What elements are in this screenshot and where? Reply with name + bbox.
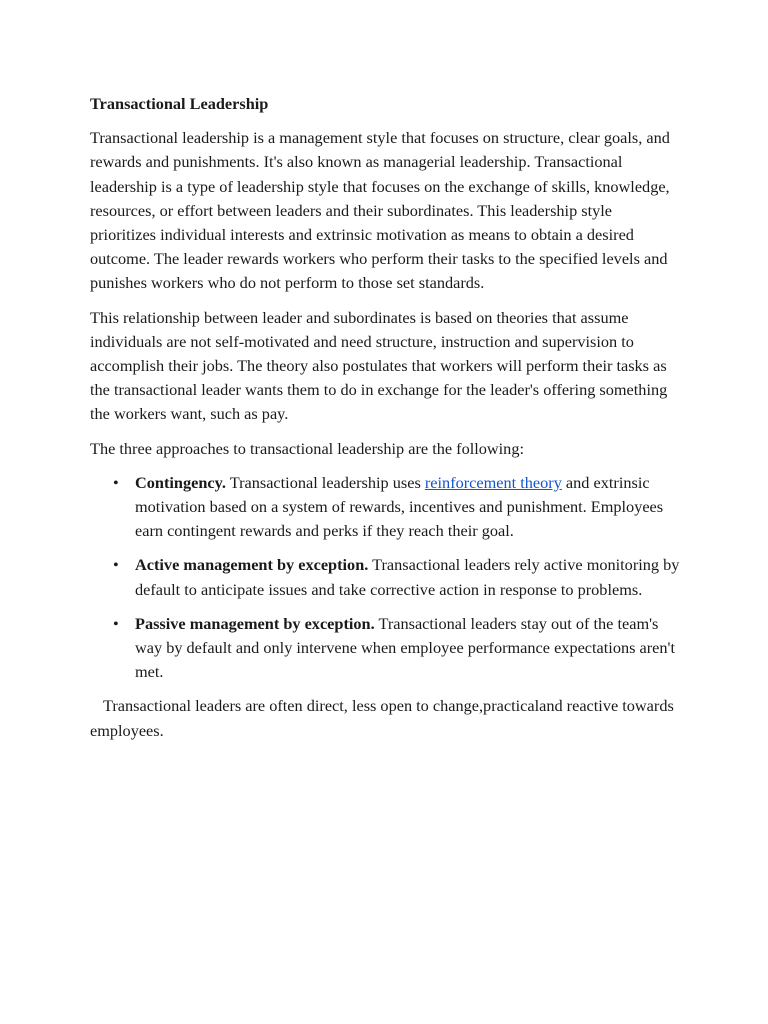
- list-item-contingency: [113, 471, 682, 544]
- list-item-text: and extrinsic motivation based on a system of rewards, incentives and punishment. Employees earn contingent rewards and perks if they reach their goal.: [135, 472, 664, 541]
- document-title: Transactional Leadership: [90, 94, 269, 113]
- list-item-term: Passive management by exception.: [135, 613, 375, 633]
- list-item-passive-management: [113, 612, 682, 685]
- paragraph-relationship: This relationship between leader and subordinates is based on theories that assume individuals are not self-motivated and need structure, instruction and supervision to accomplish their jobs. The theory also postulates that workers will perform their tasks as the transactional leader wants them to do in exchange for the leader's offering something the workers want, such as pay.: [90, 307, 668, 424]
- bullet-icon: •: [113, 472, 119, 492]
- paragraph-closing: Transactional leaders are often direct, less open to change,practicaland reactive towards employees.: [90, 696, 674, 740]
- bullet-icon: •: [113, 555, 119, 575]
- list-item-term: Contingency.: [135, 472, 226, 492]
- reinforcement-theory-link[interactable]: reinforcement theory: [424, 472, 562, 492]
- list-item-text: Transactional leaders stay out of the team's way by default and only intervene when employee performance expectations aren't met.: [135, 613, 675, 682]
- paragraph-approaches-intro: The three approaches to transactional leadership are the following:: [90, 438, 524, 458]
- list-item-term: Active management by exception.: [135, 555, 369, 575]
- list-item-text: Transactional leadership uses: [225, 472, 425, 492]
- approaches-list: [90, 471, 682, 685]
- bullet-icon: •: [113, 613, 119, 633]
- document-page: [90, 92, 682, 753]
- paragraph-definition: Transactional leadership is a management style that focuses on structure, clear goals, and rewards and punishments. It's also known as managerial leadership. Transactional leadership is a type of leadership style that focuses on the exchange of skills, knowledge, resources, or effort between leaders and their subordinates. This leadership style prioritizes individual interests and extrinsic motivation as means to obtain a desired outcome. The leader rewards workers who perform their tasks to the specified levels and punishes workers who do not perform to those set standards.: [90, 128, 670, 293]
- list-item-text: Transactional leaders rely active monitoring by default to anticipate issues and take corrective action in response to problems.: [135, 555, 680, 599]
- list-item-active-management: [113, 553, 682, 601]
